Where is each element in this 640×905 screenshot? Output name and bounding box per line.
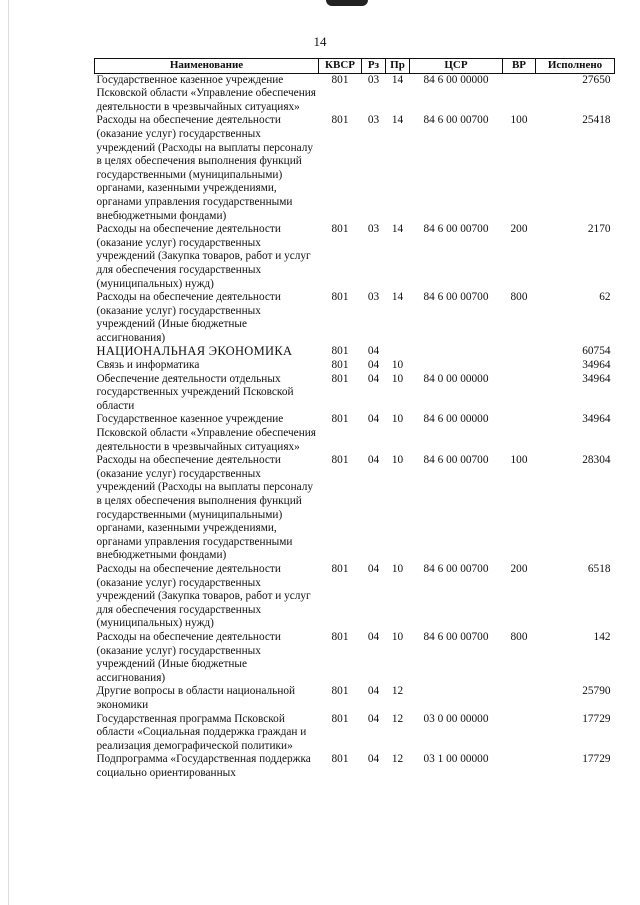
cell-name: Расходы на обеспечение деятельности (оказание услуг) государственных учреждений (Иные бюджетные ассигнования) (96, 291, 281, 344)
cell-name: Расходы на обеспечение деятельности (оказание услуг) государственных учреждений (Расходы на выплаты персоналу в целях обеспечения выполнения функций государственными (муниципальными) органами, казенными учреждениями, органами управления государственными внебюджетными фондами) (96, 454, 314, 562)
cell-name: Обеспечение деятельности отдельных государственных учреждений Псковской области (96, 372, 294, 412)
cell-rz: 03 (367, 291, 380, 304)
cell-kvsr: 801 (331, 685, 349, 698)
cell-pr: 12 (391, 685, 404, 698)
col-header-name: Наименование (95, 59, 319, 74)
cell-pr: 14 (391, 114, 404, 127)
col-header-kvsr: КВСР (319, 59, 362, 74)
cell-rz: 04 (367, 562, 380, 575)
cell-vr: 200 (510, 223, 528, 236)
cell-csr: 84 6 00 00700 (423, 223, 489, 236)
cell-pr (386, 345, 410, 359)
table-row (95, 291, 615, 345)
cell-pr: 14 (391, 291, 404, 304)
cell-done: 34964 (582, 413, 611, 426)
cell-name: Расходы на обеспечение деятельности (оказание услуг) государственных учреждений (Иные бюджетные ассигнования) (96, 630, 281, 684)
cell-vr (503, 685, 536, 712)
cell-rz: 04 (367, 372, 380, 385)
cell-pr: 10 (391, 562, 404, 575)
cell-name: Расходы на обеспечение деятельности (оказание услуг) государственных учреждений (Закупка товаров, работ и услуг для обеспечения государственных (муниципальных) нужд) (96, 223, 311, 290)
cell-csr (410, 685, 503, 712)
cell-rz: 03 (367, 73, 380, 86)
cell-rz: 04 (367, 685, 380, 698)
table-row (95, 73, 615, 114)
col-header-csr: ЦСР (410, 59, 503, 74)
cell-csr (410, 359, 503, 373)
cell-done: 60754 (582, 345, 611, 358)
cell-vr (503, 753, 536, 780)
cell-done: 62 (599, 291, 611, 304)
table-row (95, 563, 615, 631)
cell-name: Государственное казенное учреждение Псковской области «Управление обеспечения деятельности в чрезвычайных ситуациях» (96, 413, 316, 453)
cell-kvsr: 801 (331, 413, 349, 426)
cell-pr: 10 (391, 454, 404, 467)
cell-vr (503, 713, 536, 754)
cell-done: 34964 (582, 372, 611, 385)
cell-rz: 04 (367, 413, 380, 426)
cell-kvsr: 801 (331, 630, 349, 643)
cell-done: 25418 (582, 114, 611, 127)
table-row (95, 685, 615, 712)
cell-vr (503, 73, 536, 114)
col-header-vr: ВР (503, 59, 536, 74)
cell-vr (503, 359, 536, 373)
cell-rz: 03 (367, 114, 380, 127)
cell-csr: 84 0 00 00000 (423, 372, 489, 385)
cell-pr: 10 (391, 372, 404, 385)
cell-kvsr: 801 (331, 753, 349, 766)
table-row (95, 223, 615, 291)
cell-pr: 12 (391, 753, 404, 766)
cell-rz: 04 (367, 753, 380, 766)
cell-vr: 100 (510, 454, 528, 467)
cell-name: Расходы на обеспечение деятельности (оказание услуг) государственных учреждений (Расходы на выплаты персоналу в целях обеспечения выполнения функций государственными (муниципальными) органами, казенными учреждениями, органами управления государственными внебюджетными фондами) (96, 114, 314, 222)
table-header (95, 59, 615, 74)
cell-rz: 04 (367, 630, 380, 643)
cell-done: 6518 (587, 562, 611, 575)
cell-vr (503, 413, 536, 454)
cell-vr (503, 345, 536, 359)
cell-done: 28304 (582, 454, 611, 467)
cell-pr: 10 (391, 630, 404, 643)
cell-done: 142 (593, 630, 611, 643)
cell-pr: 12 (391, 712, 404, 725)
cell-rz: 03 (367, 223, 380, 236)
cell-kvsr: 801 (331, 345, 349, 358)
table-row (95, 713, 615, 754)
cell-pr: 10 (391, 413, 404, 426)
cell-kvsr: 801 (331, 114, 349, 127)
cell-csr: 84 6 00 00700 (423, 454, 489, 467)
cell-csr: 84 6 00 00700 (423, 291, 489, 304)
cell-rz: 04 (367, 712, 380, 725)
cell-vr: 800 (510, 630, 528, 643)
cell-csr: 84 6 00 00700 (423, 114, 489, 127)
col-header-pr: Пр (386, 59, 410, 74)
table-row (95, 359, 615, 373)
table-row (95, 631, 615, 685)
cell-name: Другие вопросы в области национальной экономики (96, 685, 296, 711)
scan-artifact (326, 0, 368, 6)
scan-edge (8, 0, 9, 905)
col-header-done: Исполнено (536, 59, 615, 74)
budget-table (94, 58, 615, 780)
cell-rz: 04 (367, 454, 380, 467)
cell-kvsr: 801 (331, 712, 349, 725)
cell-done: 27650 (582, 73, 611, 86)
cell-rz: 04 (367, 359, 380, 372)
col-header-rz: Рз (362, 59, 386, 74)
cell-done: 17729 (582, 753, 611, 766)
cell-pr: 14 (391, 73, 404, 86)
cell-vr: 200 (510, 562, 528, 575)
cell-done: 17729 (582, 712, 611, 725)
cell-kvsr: 801 (331, 372, 349, 385)
cell-pr: 10 (391, 359, 404, 372)
cell-kvsr: 801 (331, 562, 349, 575)
table-row (95, 753, 615, 780)
cell-name: НАЦИОНАЛЬНАЯ ЭКОНОМИКА (96, 344, 293, 359)
cell-pr: 14 (391, 223, 404, 236)
cell-csr: 84 6 00 00700 (423, 562, 489, 575)
cell-csr: 84 6 00 00700 (423, 630, 489, 643)
cell-csr: 84 6 00 00000 (423, 73, 489, 86)
cell-csr (410, 345, 503, 359)
cell-name: Государственная программа Псковской области «Социальная поддержка граждан и реализация демографической политики» (96, 712, 307, 752)
cell-kvsr: 801 (331, 291, 349, 304)
table-row (95, 454, 615, 563)
cell-csr: 03 1 00 00000 (423, 753, 489, 766)
cell-vr (503, 373, 536, 414)
table-row (95, 345, 615, 359)
cell-name: Государственное казенное учреждение Псковской области «Управление обеспечения деятельности в чрезвычайных ситуациях» (96, 73, 316, 113)
cell-vr: 800 (510, 291, 528, 304)
cell-kvsr: 801 (331, 359, 349, 372)
cell-csr: 84 6 00 00000 (423, 413, 489, 426)
page-number: 14 (313, 34, 327, 49)
cell-kvsr: 801 (331, 73, 349, 86)
table-row (95, 373, 615, 414)
cell-kvsr: 801 (331, 223, 349, 236)
table-row (95, 114, 615, 223)
cell-name: Связь и информатика (96, 359, 200, 372)
cell-done: 34964 (582, 359, 611, 372)
cell-name: Расходы на обеспечение деятельности (оказание услуг) государственных учреждений (Закупка товаров, работ и услуг для обеспечения государственных (муниципальных) нужд) (96, 562, 311, 630)
cell-kvsr: 801 (331, 454, 349, 467)
cell-rz: 04 (367, 345, 380, 358)
cell-done: 25790 (582, 685, 611, 698)
cell-csr: 03 0 00 00000 (423, 712, 489, 725)
cell-name: Подпрограмма «Государственная поддержка социально ориентированных (96, 753, 311, 779)
table-row (95, 413, 615, 454)
cell-done: 2170 (587, 223, 611, 236)
cell-vr: 100 (510, 114, 528, 127)
